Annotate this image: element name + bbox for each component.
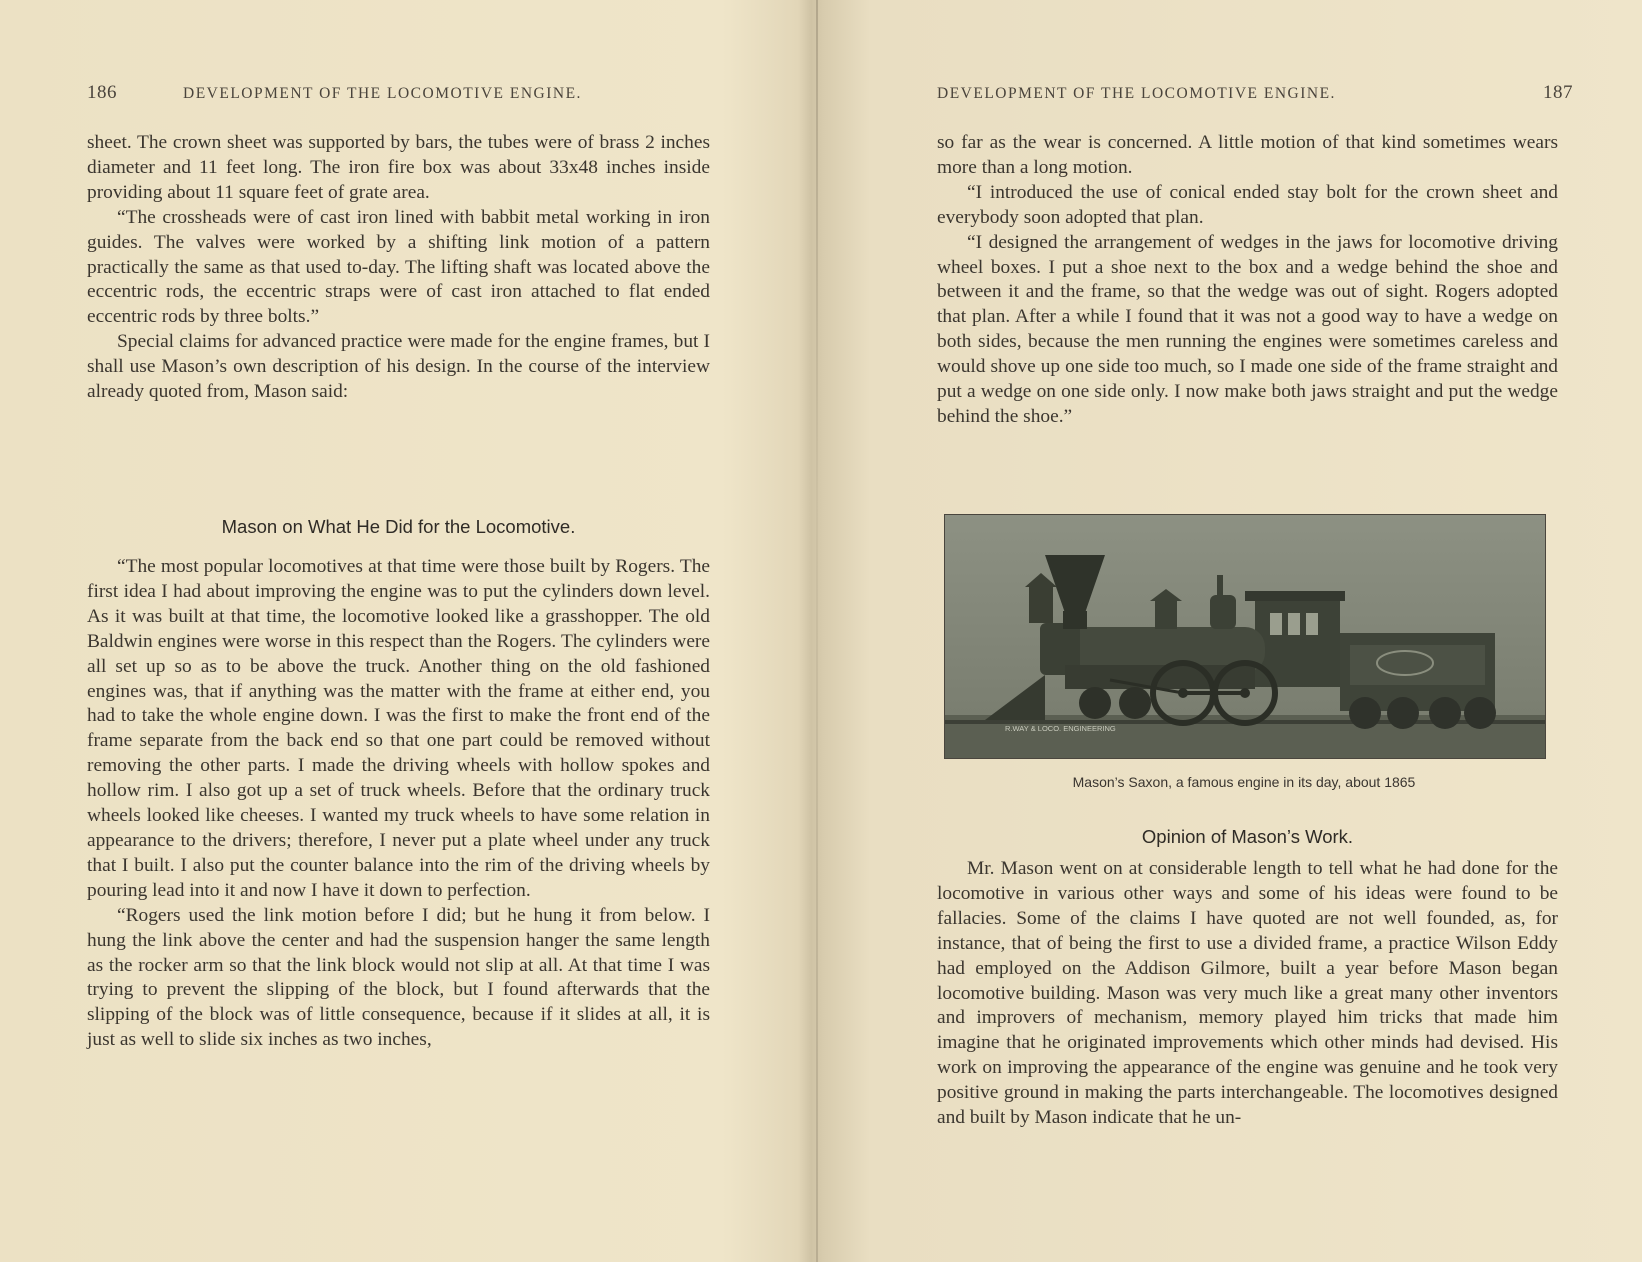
gutter [816, 0, 818, 1262]
right-running-head [937, 82, 1573, 112]
right-page-number: 187 [1543, 82, 1573, 103]
left-section-heading: Mason on What He Did for the Locomotive. [221, 516, 576, 537]
left-running-title: DEVELOPMENT OF THE LOCOMOTIVE ENGINE. [183, 85, 582, 102]
figure-credit: R.WAY & LOCO. ENGINEERING [1005, 724, 1116, 733]
locomotive-photo [944, 514, 1546, 759]
left-page [0, 0, 812, 1262]
paragraph: “I introduced the use of conical ended stay bolt for the crown sheet and everybody soon adopted that plan. [937, 181, 1558, 228]
paragraph: Special claims for advanced practice were made for the engine frames, but I shall use Mason’s own description of his design. In the course of the interview already quoted from, Mason said: [87, 331, 710, 403]
paragraph: so far as the wear is concerned. A little motion of that kind sometimes wears more than a long motion. [937, 132, 1558, 178]
paragraph: “The most popular locomotives at that time were those built by Rogers. The first idea I had about improving the engine was to put the cylinders down level. As it was built at that time, the locomotive looked like a grasshopper. The old Baldwin engines were worse in this respect than the Rogers. The cylinders were all set up so as to be above the truck. Another thing on the old fashioned engines was, that if anything was the matter with the frame at either end, you had to take the whole engine down. I was the first to make the front end of the frame separate from the back end so that one part could be removed without removing the other parts. I made the driving wheels with hollow spokes and hollow rim. I also got up a set of truck wheels. Before that the ordinary truck wheels looked like cheeses. I wanted my truck wheels to have some relation in appearance to the drivers; therefore, I never put a plate wheel under any truck that I built. I also put the counter balance into the rim of the driving wheels by pouring lead into it and now I have it down to perfection. [87, 556, 710, 901]
paragraph: sheet. The crown sheet was supported by bars, the tubes were of brass 2 inches diameter and 11 feet long. The iron fire box was about 33x48 inches inside providing about 11 square feet of grate area. [87, 132, 710, 203]
paragraph: Mr. Mason went on at considerable length to tell what he had done for the locomotive in various other ways and some of his ideas were found to be fallacies. Some of the claims I have quoted are not well founded, as, for instance, that of being the first to use a divided frame, a practice Wilson Eddy had employed on the Addison Gilmore, built a year before Mason began locomotive building. Mason was very much like a great many other inventors and improvers of mechanism, memory played him tricks that made him imagine that he originated improvements which other minds had devised. His work on improving the appearance of the engine was genuine and he took very positive ground in making the parts interchangeable. The locomotives designed and built by Mason indicate that he un- [937, 858, 1558, 1129]
paragraph: “Rogers used the link motion before I did; but he hung it from below. I hung the link above the center and had the suspension hanger the same length as the rocker arm so that the link block would not slip at all. At that time I was trying to prevent the slipping of the block, but I found afterwards that the slipping of the block was of little consequence, because if it slides at all, it is just as well to slide six inches as two inches, [87, 904, 710, 1051]
right-bottom-text [937, 857, 1558, 1131]
right-section-heading: Opinion of Mason’s Work. [1141, 826, 1354, 847]
paragraph: “I designed the arrangement of wedges in the jaws for locomotive driving wheel boxes. I put a shoe next to the box and a wedge behind the shoe and between it and the frame, so that the wedge was out of sight. Rogers adopted that plan. After a while I found that it was not a good way to have a wedge on both sides, because the men running the engines were sometimes careless and would shove up one side too much, so I made one side of the frame straight and put a wedge on one side only. I now make both jaws straight and put the wedge behind the shoe.” [937, 231, 1558, 427]
left-top-text [87, 131, 710, 405]
left-bottom-text [87, 555, 710, 1053]
left-page-number: 186 [87, 82, 117, 103]
right-top-text [937, 131, 1558, 430]
figure-caption: Mason’s Saxon, a famous engine in its day, about 1865 [1072, 774, 1416, 790]
paragraph: “The crossheads were of cast iron lined with babbit metal working in iron guides. The valves were worked by a shifting link motion of a pattern practically the same as that used to-day. The lifting shaft was located above the eccentric rods, the eccentric straps were of cast iron attached to flat ended eccentric rods by three bolts.” [87, 206, 710, 328]
right-running-title: DEVELOPMENT OF THE LOCOMOTIVE ENGINE. [937, 85, 1336, 102]
locomotive-illustration [945, 515, 1545, 758]
left-running-head [87, 82, 712, 112]
right-page [820, 0, 1642, 1262]
